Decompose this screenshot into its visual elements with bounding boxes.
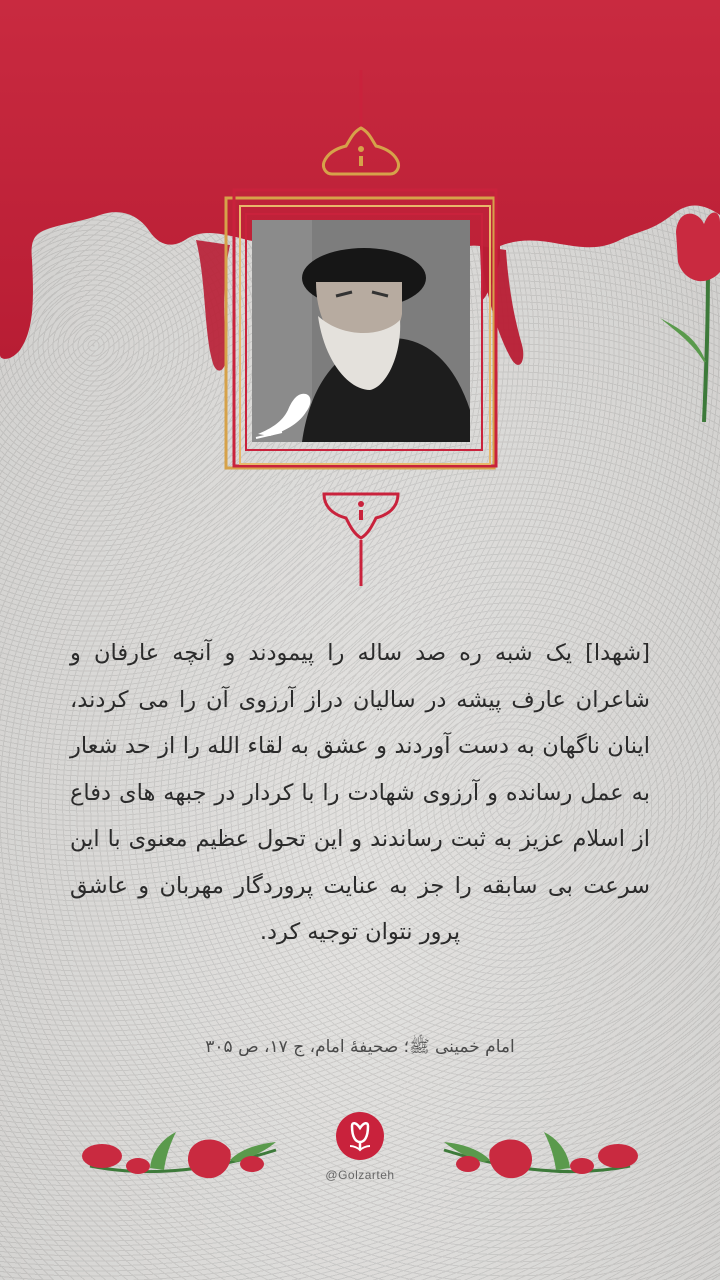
brand-handle: @Golzarteh [325,1168,395,1182]
tulip-border-left-icon [80,1126,280,1190]
side-tulip-illustration [656,212,720,422]
bottom-ornament-icon [318,490,404,586]
bird-icon [252,388,316,442]
portrait-frame [222,188,504,476]
top-ornament-icon [318,70,404,180]
tulip-logo-icon [336,1112,384,1160]
tulip-border-right-icon [440,1126,640,1190]
quote-text: [شهدا] یک شبه ره صد ساله را پیمودند و آنچه عارفان و شاعران عارف پیشه در سالیان دراز آرزوی آن را می کردند، اینان ناگهان به دست آوردند و عشق به لقاء الله را از حد شعار به عمل رسانده و آرزوی شهادت را با کردار در جبهه های دفاع از اسلام عزیز به ثبت رساندند و این تحول عظیم معنوی با این سرعت بی سابقه را جز به عنایت پروردگار مهربان و عاشق پرور نتوان توجیه کرد. [70,640,650,945]
quote-citation: امام خمینی ﷺ؛ صحیفهٔ امام، ج ۱۷، ص ۳۰۵ [205,1037,515,1057]
portrait-photo [252,220,470,442]
